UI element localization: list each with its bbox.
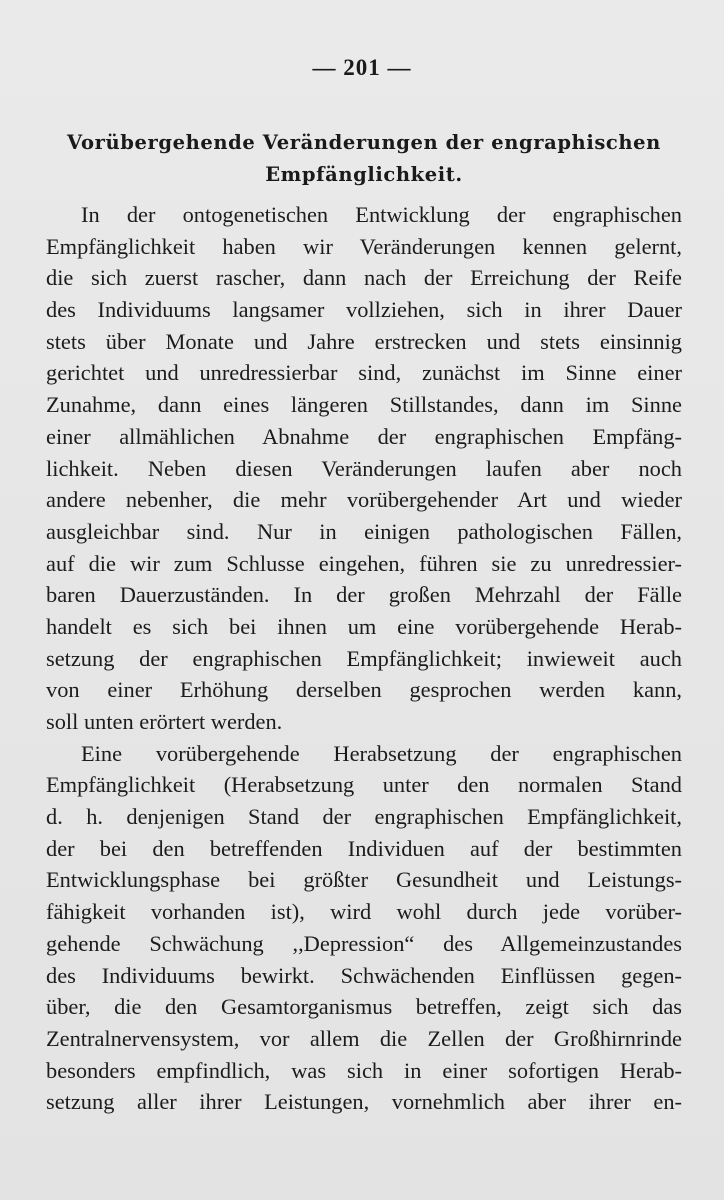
text-line: gerichtet und unredressierbar sind, zunächst im Sinne einer (46, 360, 682, 386)
text-line: Zentralnervensystem, vor allem die Zellen der Großhirnrinde (46, 1025, 682, 1051)
text-line: setzung aller ihrer Leistungen, vornehmlich aber ihrer en- (46, 1089, 682, 1115)
text-line: Empfänglichkeit haben wir Veränderungen kennen gelernt, (46, 233, 682, 259)
paragraph-1 (46, 199, 682, 738)
body-text (46, 199, 682, 1118)
text-line: des Individuums langsamer vollziehen, sich in ihrer Dauer (46, 297, 682, 323)
text-line: Eine vorübergehende Herabsetzung der engraphischen (81, 740, 682, 766)
text-line: Entwicklungsphase bei größter Gesundheit und Leistungs- (46, 867, 682, 893)
text-line: baren Dauerzuständen. In der großen Mehrzahl der Fälle (46, 582, 682, 608)
text-line: Zunahme, dann eines längeren Stillstandes, dann im Sinne (46, 392, 682, 418)
text-line: der bei den betreffenden Individuen auf der bestimmten (46, 835, 682, 861)
text-line: d. h. denjenigen Stand der engraphischen Empfänglichkeit, (46, 804, 682, 830)
text-line: lichkeit. Neben diesen Veränderungen laufen aber noch (46, 455, 682, 481)
text-line: andere nebenher, die mehr vorübergehender Art und wieder (46, 487, 682, 513)
paragraph-2 (46, 738, 682, 1118)
page-number: — 201 — (312, 55, 412, 80)
text-line: auf die wir zum Schlusse eingehen, führen sie zu unredressier- (46, 550, 682, 576)
section-heading-line-2: Empfänglichkeit. (265, 163, 463, 186)
text-line: fähigkeit vorhanden ist), wird wohl durch jede vorüber- (46, 899, 682, 925)
section-heading-line-1: Vorübergehende Veränderungen der engraphischen (67, 131, 661, 154)
text-line: über, die den Gesamtorganismus betreffen, zeigt sich das (46, 994, 682, 1020)
text-line: von einer Erhöhung derselben gesprochen werden kann, (46, 677, 682, 703)
text-line: die sich zuerst rascher, dann nach der Erreichung der Reife (46, 265, 682, 291)
text-line: besonders empfindlich, was sich in einer sofortigen Herab- (46, 1057, 682, 1083)
text-line: soll unten erörtert werden. (46, 709, 283, 734)
text-line: des Individuums bewirkt. Schwächenden Einflüssen gegen- (46, 962, 682, 988)
text-line: stets über Monate und Jahre erstrecken und stets einsinnig (46, 328, 682, 354)
text-line: ausgleichbar sind. Nur in einigen pathologischen Fällen, (46, 518, 682, 544)
text-line: handelt es sich bei ihnen um eine vorübergehende Herab- (46, 613, 682, 639)
section-heading (46, 127, 682, 191)
text-line: setzung der engraphischen Empfänglichkeit; inwieweit auch (46, 645, 682, 671)
text-line: Empfänglichkeit (Herabsetzung unter den normalen Stand (46, 772, 682, 798)
text-line: In der ontogenetischen Entwicklung der engraphischen (81, 202, 682, 227)
text-line: einer allmählichen Abnahme der engraphischen Empfäng- (46, 423, 682, 449)
text-line: gehende Schwächung ,,Depression“ des Allgemeinzustandes (46, 930, 682, 956)
